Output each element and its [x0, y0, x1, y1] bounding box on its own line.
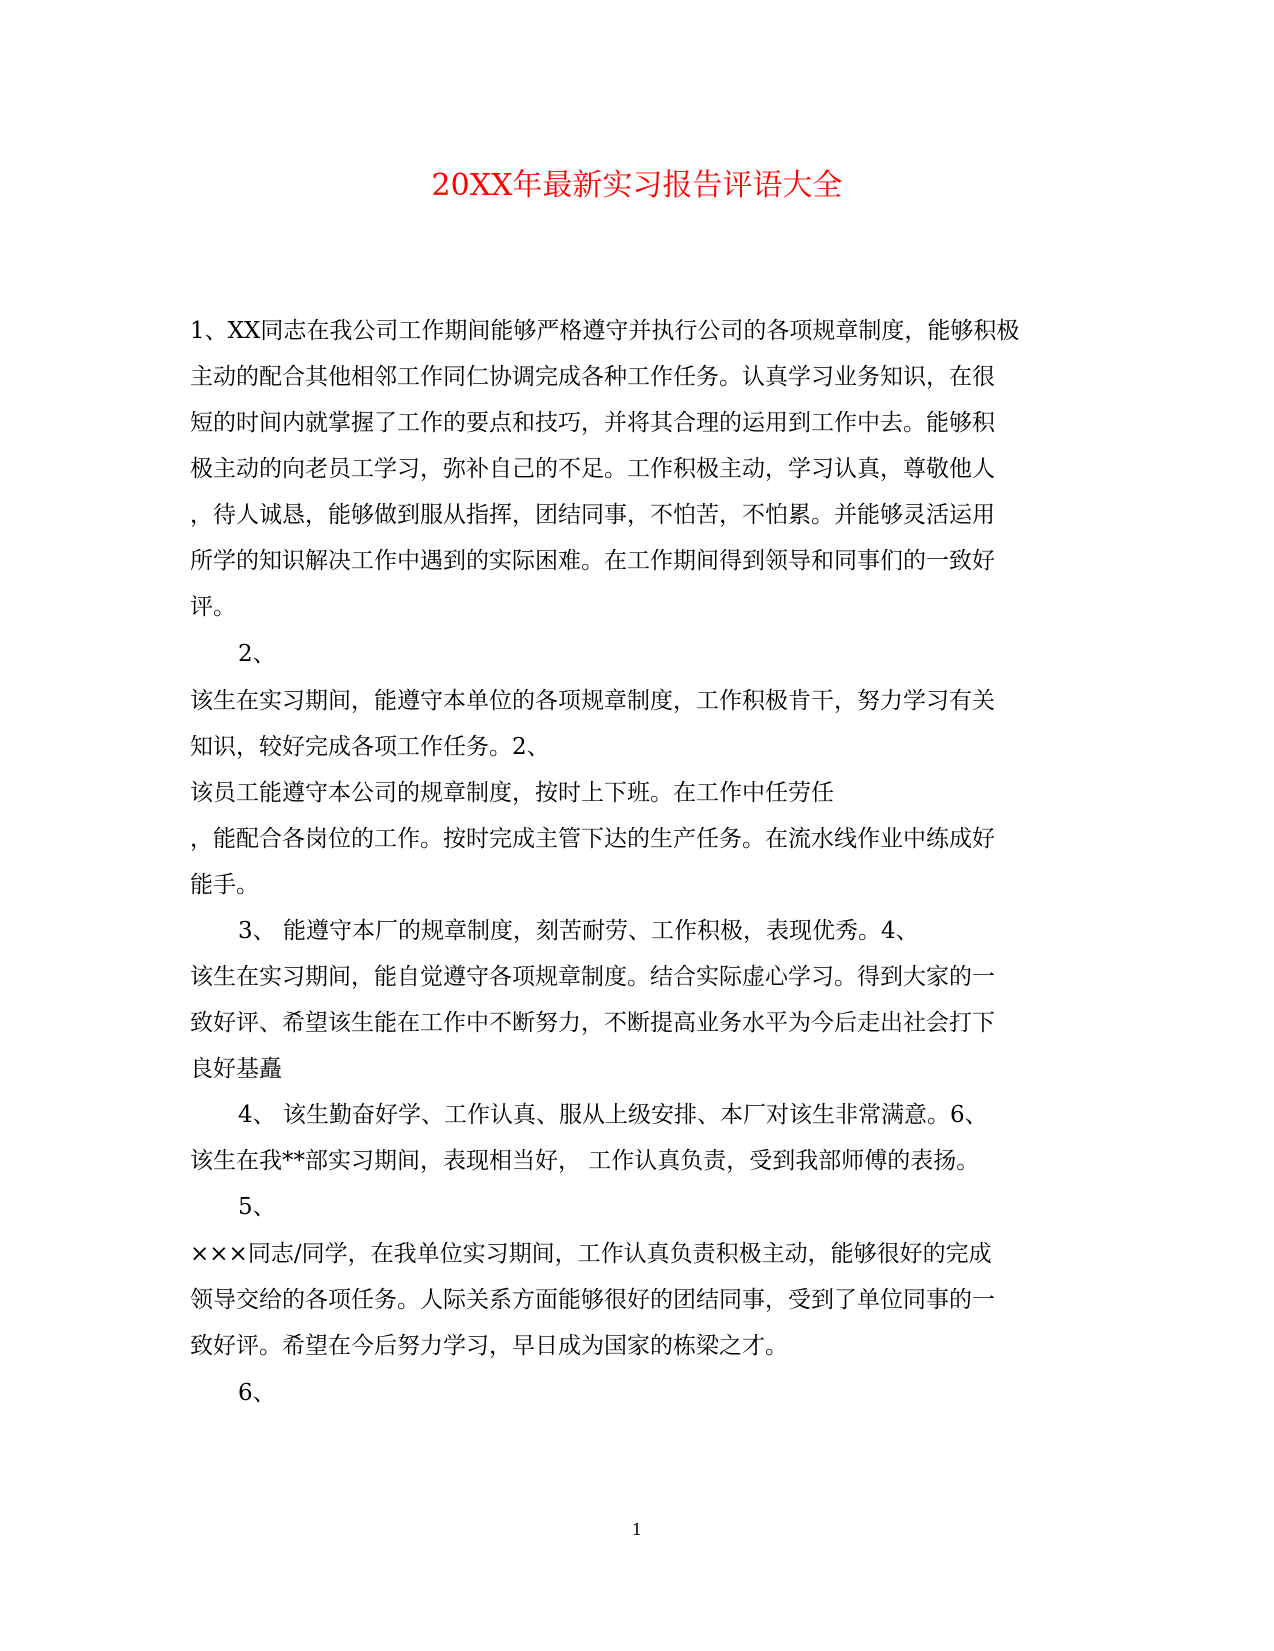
- text-line: 领导交给的各项任务。人际关系方面能够很好的团结同事，受到了单位同事的一: [190, 1287, 995, 1313]
- text-line: 极主动的向老员工学习，弥补自己的不足。工作积极主动，学习认真，尊敬他人: [190, 456, 995, 482]
- text-line: 该生在我**部实习期间，表现相当好， 工作认真负责，受到我部师傅的表扬。: [190, 1148, 980, 1174]
- text-line: ，能配合各岗位的工作。按时完成主管下达的生产任务。在流水线作业中练成好: [190, 826, 995, 852]
- text-line: 该员工能遵守本公司的规章制度，按时上下班。在工作中任劳任: [190, 780, 834, 806]
- text-line: 4、 该生勤奋好学、工作认真、服从上级安排、本厂对该生非常满意。6、: [238, 1102, 988, 1128]
- page-number: 1: [631, 1520, 643, 1539]
- text-line: 3、 能遵守本厂的规章制度，刻苦耐劳、工作积极，表现优秀。4、: [238, 918, 919, 944]
- item-number: 6、: [238, 1380, 276, 1406]
- text-line: 所学的知识解决工作中遇到的实际困难。在工作期间得到领导和同事们的一致好: [190, 548, 995, 574]
- text-line: ，待人诚恳，能够做到服从指挥，团结同事，不怕苦，不怕累。并能够灵活运用: [190, 502, 995, 528]
- text-line: 能手。: [190, 872, 259, 898]
- text-line: 该生在实习期间，能遵守本单位的各项规章制度，工作积极肯干，努力学习有关: [190, 688, 995, 714]
- page-title: 20XX年最新实习报告评语大全: [431, 168, 843, 203]
- text-line: 短的时间内就掌握了工作的要点和技巧，并将其合理的运用到工作中去。能够积: [190, 410, 995, 436]
- text-line: 1、XX同志在我公司工作期间能够严格遵守并执行公司的各项规章制度，能够积极: [190, 318, 1020, 344]
- item-number: 5、: [238, 1194, 276, 1220]
- item-number: 2、: [238, 641, 276, 667]
- text-line: 致好评、希望该生能在工作中不断努力，不断提高业务水平为今后走出社会打下: [190, 1010, 995, 1036]
- text-line: 知识，较好完成各项工作任务。2、: [190, 734, 550, 760]
- text-line: 评。: [190, 594, 236, 620]
- text-line: 该生在实习期间，能自觉遵守各项规章制度。结合实际虚心学习。得到大家的一: [190, 964, 995, 990]
- text-line: 致好评。希望在今后努力学习，早日成为国家的栋梁之才。: [190, 1333, 788, 1359]
- text-line: 主动的配合其他相邻工作同仁协调完成各种工作任务。认真学习业务知识，在很: [190, 364, 995, 390]
- text-line: ×××同志/同学，在我单位实习期间，工作认真负责积极主动，能够很好的完成: [190, 1241, 992, 1267]
- text-line: 良好基矗: [190, 1056, 282, 1082]
